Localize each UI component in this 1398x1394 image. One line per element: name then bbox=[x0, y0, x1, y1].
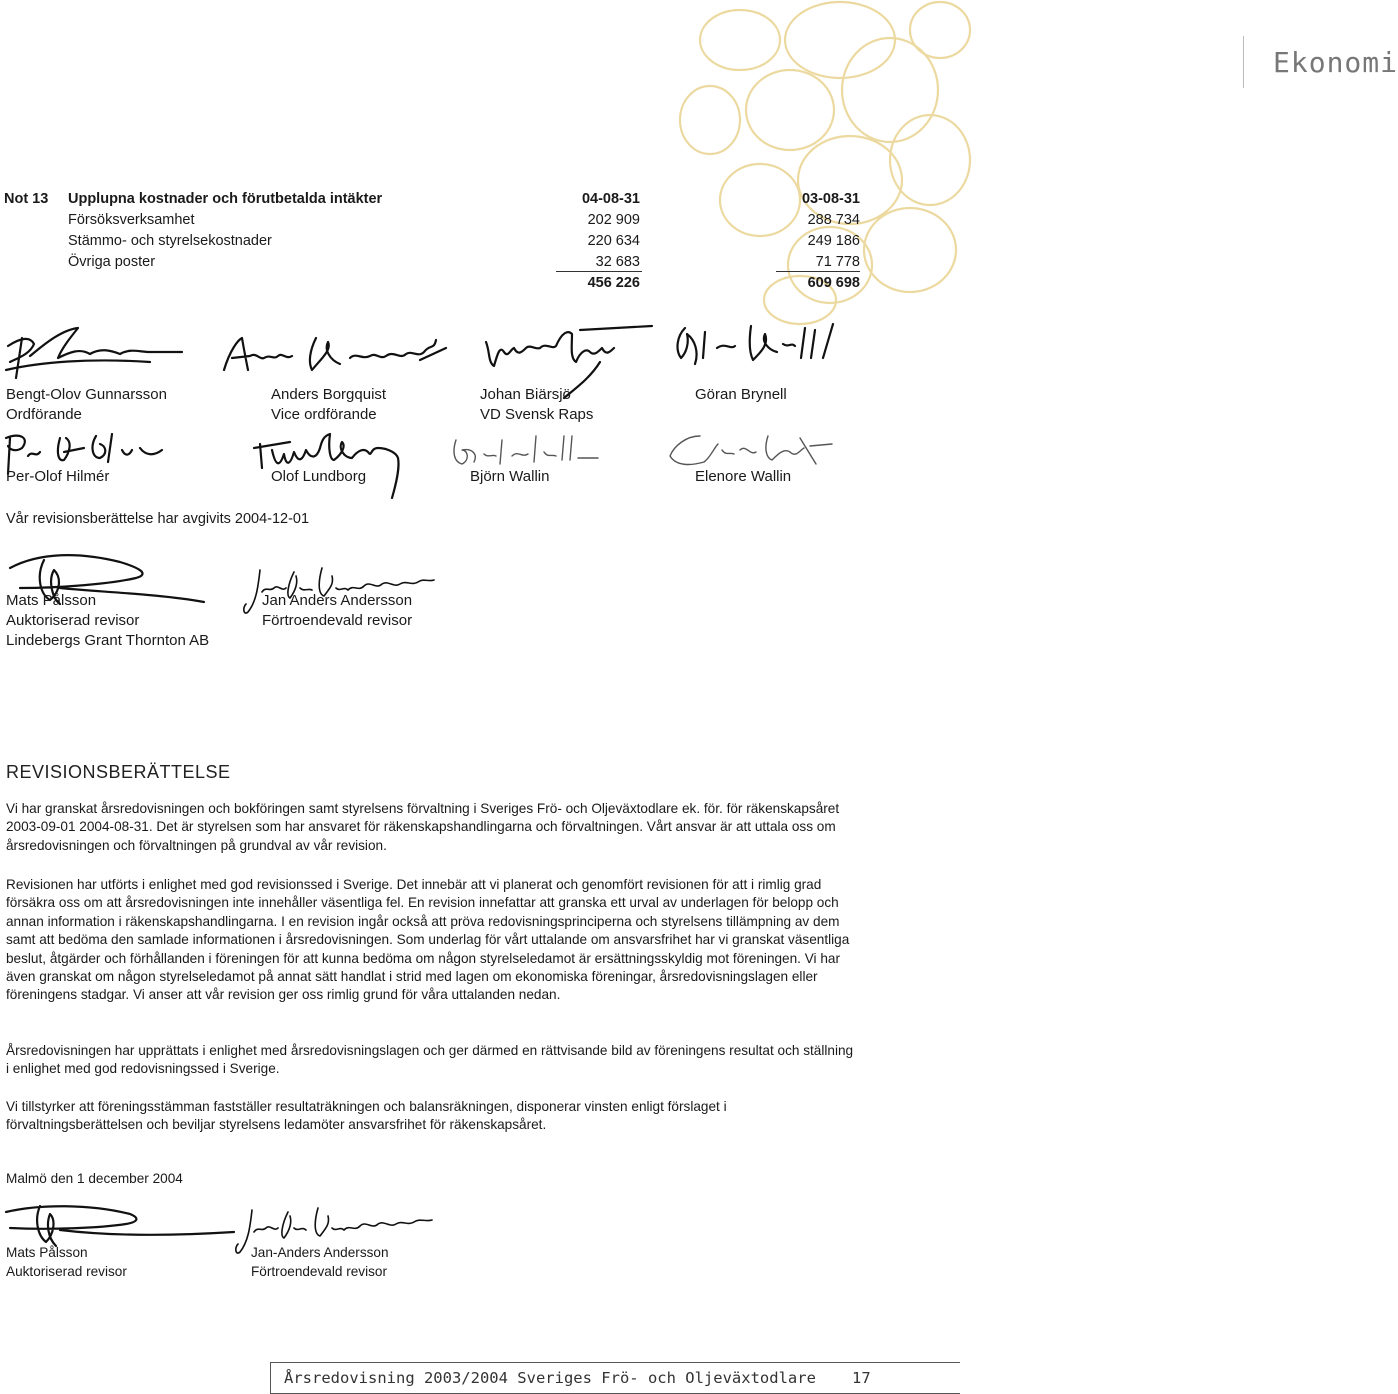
page-number: 17 bbox=[852, 1369, 871, 1387]
auditor-role: Förtroendevald revisor bbox=[251, 1264, 387, 1279]
board-name: Bengt-Olov Gunnarsson bbox=[6, 386, 167, 403]
signature-brynell bbox=[665, 318, 845, 378]
row-value-1: 220 634 bbox=[587, 233, 640, 249]
row-value-2: 249 186 bbox=[807, 233, 860, 249]
sum-rule-1 bbox=[556, 271, 642, 272]
report-heading: REVISIONSBERÄTTELSE bbox=[6, 762, 231, 782]
row-label: Stämmo- och styrelsekostnader bbox=[68, 233, 272, 249]
auditor-name: Jan Anders Andersson bbox=[262, 592, 413, 609]
note-heading: Upplupna kostnader och förutbetalda intäkter bbox=[68, 191, 383, 207]
signature-gunnarsson bbox=[0, 318, 200, 388]
auditor-name: Mats Pålsson bbox=[6, 1245, 88, 1260]
board-name: Göran Brynell bbox=[695, 386, 787, 403]
auditor-role: Auktoriserad revisor bbox=[6, 612, 140, 629]
sum-rule-2 bbox=[776, 271, 860, 272]
signature-palsson-bottom bbox=[0, 1196, 240, 1252]
row-value-2: 288 734 bbox=[807, 212, 860, 228]
signature-borgquist bbox=[220, 330, 460, 380]
auditor-role: Förtroendevald revisor bbox=[262, 612, 413, 629]
board-name: Elenore Wallin bbox=[695, 468, 792, 485]
place-date: Malmö den 1 december 2004 bbox=[6, 1171, 183, 1186]
col-header-1: 04-08-31 bbox=[581, 191, 640, 207]
footer-title: Årsredovisning 2003/2004 Sveriges Frö- och Oljeväxtodlare bbox=[284, 1369, 816, 1387]
report-paragraph-4: Vi tillstyrker att föreningsstämman fastställer resultaträkningen och balansräkningen, disponerar vinsten enligt förslaget i förvaltningsberättelsen och beviljar styrelsens ledamöter ansvarsfrihet för räkenskapsåret. bbox=[6, 1099, 727, 1133]
board-role: Vice ordförande bbox=[271, 406, 377, 423]
col-header-2: 03-08-31 bbox=[801, 191, 860, 207]
signature-lundborg bbox=[250, 418, 410, 502]
board-name: Johan Biärsjö bbox=[480, 386, 571, 403]
board-name: Olof Lundborg bbox=[271, 468, 367, 485]
board-name: Per-Olof Hilmér bbox=[6, 468, 110, 485]
report-paragraph-1: Vi har granskat årsredovisningen och bokföringen samt styrelsens förvaltning i Sveriges Frö- och Oljeväxtodlare ek. för. för räkenskapsåret 2003-09-01 2004-08-31. Det är styrelsen som har ansvaret för räkenskapshandlingarna och förvaltningen. Vårt ansvar är att uttala oss om årsredovisningen och förvaltningen på grundval av vår revision. bbox=[6, 801, 840, 853]
total-1: 456 226 bbox=[587, 275, 640, 291]
board-role: Ordförande bbox=[6, 406, 82, 423]
total-2: 609 698 bbox=[807, 275, 860, 291]
auditor-name: Mats Pålsson bbox=[6, 592, 97, 609]
report-paragraph-2: Revisionen har utförts i enlighet med god revisionssed i Sverige. Det innebär att vi planerat och genomfört revisionen för att i rimlig grad försäkra oss om att årsredovisningen inte innehåller väsentliga fel. En revision innefattar att granska ett urval av underlagen för belopp och annan information i räkenskapshandlingarna. I en revision ingår också att pröva redovisningsprinciperna och styrelsens tillämpning av dem samt att bedöma den samlade informationen i årsredovisningen. Som underlag för vårt uttalande om ansvarsfrihet har vi granskat väsentliga beslut, åtgärder och förhållanden i föreningen för att kunna bedöma om någon styrelseledamot är ersättningsskyldig mot föreningen. Vi har även granskat om någon styrelseledamot på annat sätt handlat i strid med lagen om ekonomiska föreningar, årsredovisningslagen eller föreningens stadgar. Vi anser att vår revision ger oss rimlig grund för våra uttalanden nedan. bbox=[6, 877, 850, 1003]
board-role: VD Svensk Raps bbox=[480, 406, 594, 423]
page-title: Ekonomi bbox=[1273, 46, 1398, 79]
row-label: Övriga poster bbox=[68, 254, 156, 270]
auditor-firm: Lindebergs Grant Thornton AB bbox=[6, 632, 210, 649]
row-value-1: 32 683 bbox=[595, 254, 640, 270]
audit-issued-note: Vår revisionsberättelse har avgivits 2004-12-01 bbox=[6, 511, 310, 527]
row-value-1: 202 909 bbox=[587, 212, 640, 228]
report-paragraph-3: Årsredovisningen har upprättats i enlighet med årsredovisningslagen och ger därmed en rättvisande bild av föreningens resultat och ställning i enlighet med god redovisningssed i Sverige. bbox=[6, 1043, 854, 1077]
row-label: Försöksverksamhet bbox=[68, 212, 195, 228]
auditor-role: Auktoriserad revisor bbox=[6, 1264, 127, 1279]
board-name: Anders Borgquist bbox=[271, 386, 387, 403]
note-number: Not 13 bbox=[4, 191, 49, 207]
row-value-2: 71 778 bbox=[815, 254, 860, 270]
header-box bbox=[1243, 36, 1244, 88]
board-name: Björn Wallin bbox=[470, 468, 550, 485]
auditor-name: Jan-Anders Andersson bbox=[251, 1245, 389, 1260]
